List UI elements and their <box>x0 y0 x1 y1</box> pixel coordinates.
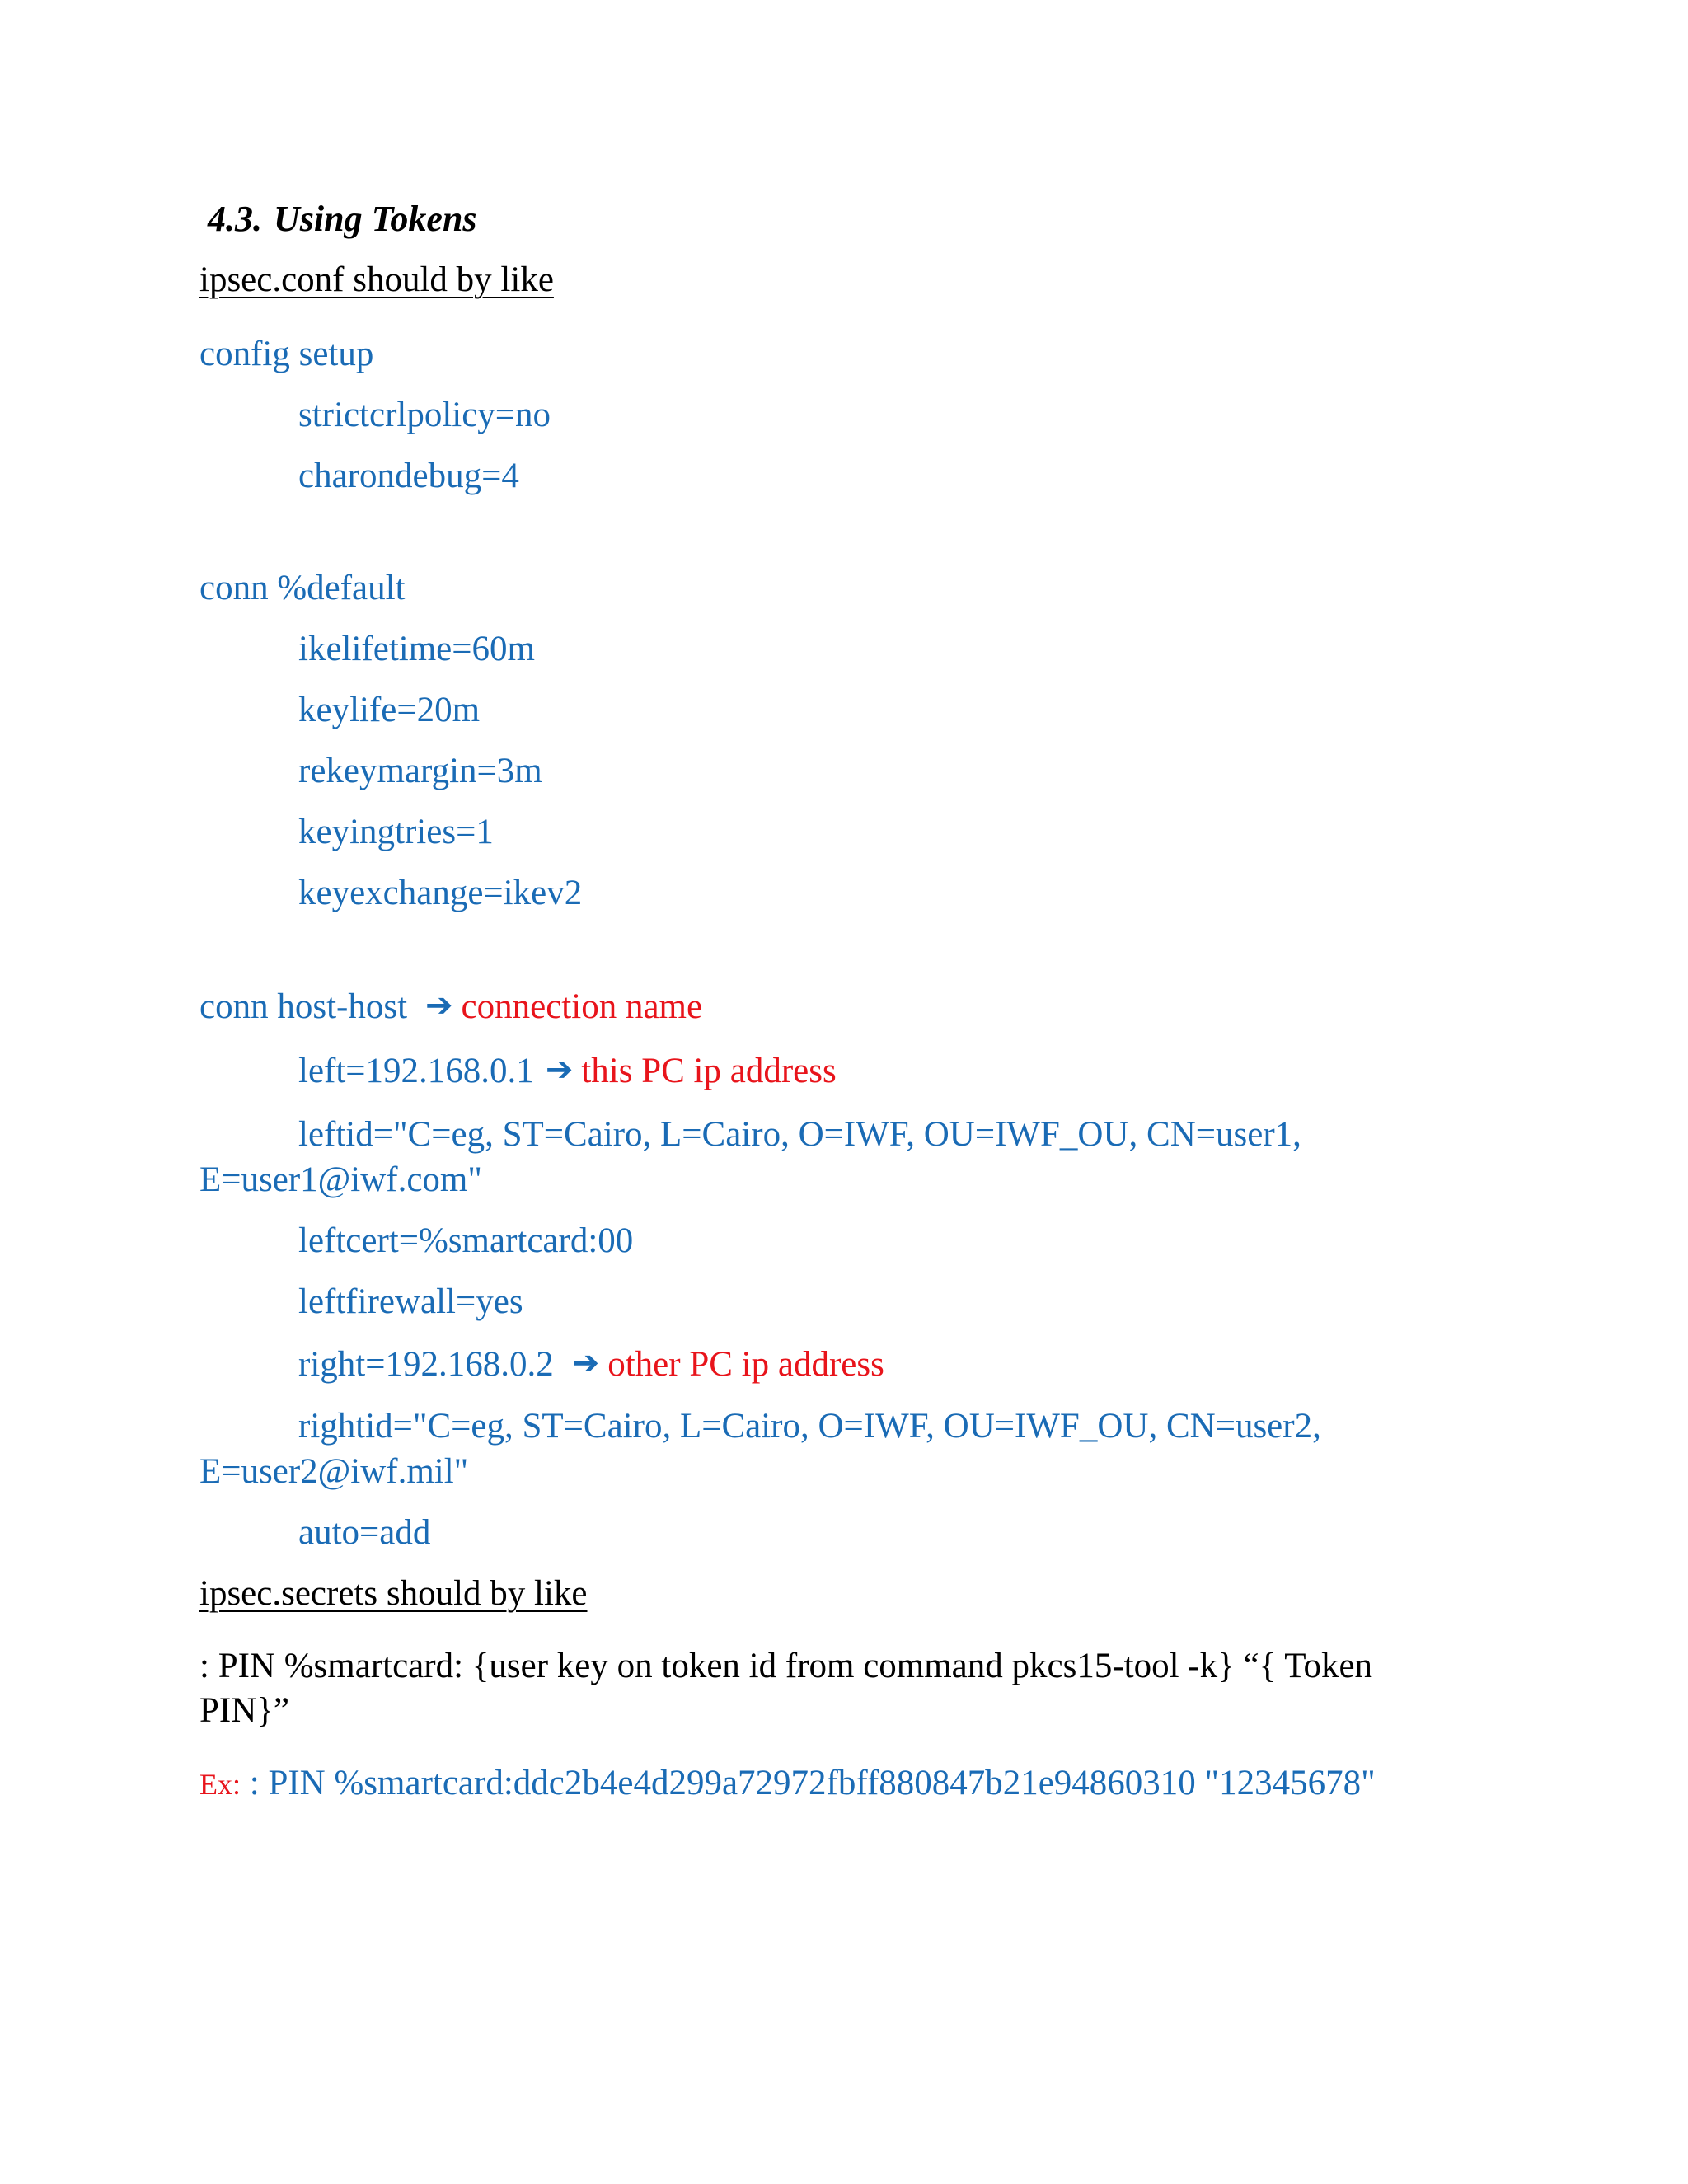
other-pc-note: other PC ip address <box>607 1345 884 1384</box>
right-arrow-icon: ➔ <box>425 987 453 1024</box>
right-line: right=192.168.0.2 <box>298 1345 554 1384</box>
rightid-line: rightid="C=eg, ST=Cairo, L=Cairo, O=IWF, OU=IWF_OU, CN=user2, <box>298 1407 1321 1446</box>
secrets-description-continuation: PIN}” <box>199 1691 290 1730</box>
config-line: ikelifetime=60m <box>298 630 535 668</box>
leftcert-line: leftcert=%smartcard:00 <box>298 1221 634 1260</box>
connection-name-note: connection name <box>461 987 703 1026</box>
right-row <box>298 1341 884 1387</box>
rightid-continuation: E=user2@iwf.mil" <box>199 1452 469 1491</box>
config-line: rekeymargin=3m <box>298 752 542 790</box>
right-arrow-icon: ➔ <box>571 1344 600 1382</box>
example-text: : PIN %smartcard:ddc2b4e4d299a72972fbff880847b21e94860310 "12345678" <box>249 1764 1376 1802</box>
section-heading <box>208 198 477 240</box>
this-pc-note: this PC ip address <box>581 1052 837 1090</box>
conn-host-header: conn host-host <box>199 987 408 1026</box>
config-setup-header: config setup <box>199 335 374 373</box>
secrets-description: : PIN %smartcard: {user key on token id from command pkcs15-tool -k} “{ Token <box>199 1647 1373 1685</box>
config-line: keylife=20m <box>298 691 481 729</box>
auto-line: auto=add <box>298 1513 431 1552</box>
conn-default-header: conn %default <box>199 569 406 607</box>
conf-heading: ipsec.conf should by like <box>199 260 554 299</box>
leftfirewall-line: leftfirewall=yes <box>298 1282 523 1321</box>
config-line: keyingtries=1 <box>298 813 494 851</box>
secrets-heading: ipsec.secrets should by like <box>199 1574 588 1613</box>
section-title: Using Tokens <box>274 199 477 239</box>
section-number: 4.3. <box>208 199 262 239</box>
left-row <box>298 1047 837 1094</box>
leftid-continuation: E=user1@iwf.com" <box>199 1160 482 1199</box>
conn-host-row <box>199 983 702 1029</box>
example-row <box>199 1761 1376 1807</box>
example-label: Ex: <box>199 1768 241 1801</box>
leftid-line: leftid="C=eg, ST=Cairo, L=Cairo, O=IWF, OU=IWF_OU, CN=user1, <box>298 1115 1301 1154</box>
config-line: keyexchange=ikev2 <box>298 874 583 912</box>
right-arrow-icon: ➔ <box>545 1051 574 1089</box>
left-line: left=192.168.0.1 <box>298 1052 534 1090</box>
config-line: charondebug=4 <box>298 457 519 495</box>
config-line: strictcrlpolicy=no <box>298 396 551 434</box>
